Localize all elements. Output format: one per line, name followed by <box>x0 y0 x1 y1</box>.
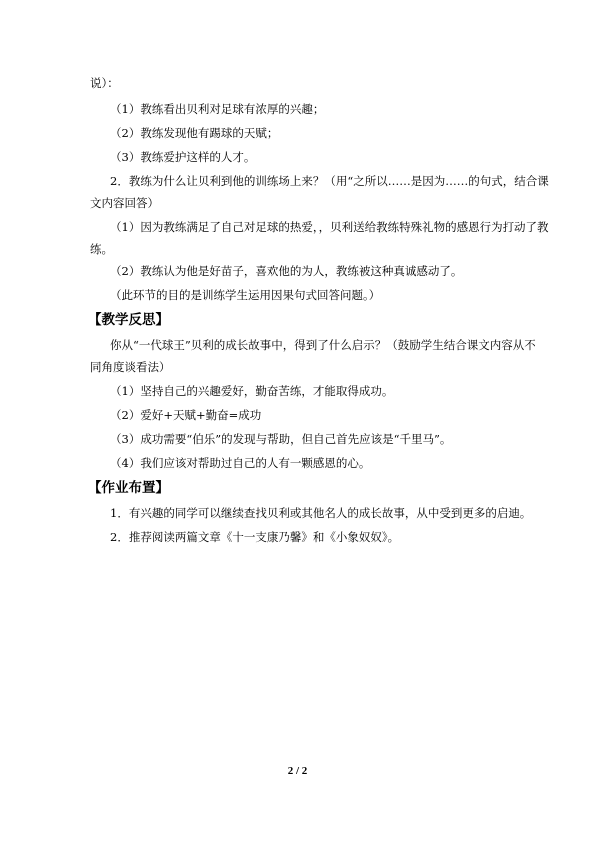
list-item: （2）爱好+天赋+勤奋=成功 <box>110 408 262 422</box>
list-item: （1）教练看出贝利对足球有浓厚的兴趣； <box>110 102 325 116</box>
question-line: 文内容回答） <box>90 196 159 210</box>
answer-line: 练。 <box>90 242 113 256</box>
answer-line: （1）因为教练满足了自己对足球的热爱，，贝利送给教练特殊礼物的感恩行为打动了教 <box>110 220 549 234</box>
section-heading-reflection: 【教学反思】 <box>88 312 169 328</box>
list-item: （3）教练爱护这样的人才。 <box>110 150 256 164</box>
list-item: 1．有兴趣的同学可以继续查找贝利或其他名人的成长故事，从中受到更多的启迪。 <box>110 506 532 520</box>
list-item: （1）坚持自己的兴趣爱好，勤奋苦练，才能取得成功。 <box>110 384 394 398</box>
answer-line: （2）教练认为他是好苗子，喜欢他的为人，教练被这种真诚感动了。 <box>110 264 463 278</box>
question-line: 你从“一代球王”贝利的成长故事中，得到了什么启示？（鼓励学生结合课文内容从不 <box>110 338 536 352</box>
page-number: 2 / 2 <box>287 765 308 777</box>
question-line: 2．教练为什么让贝利到他的训练场上来？（用“之所以……是因为……的句式，结合课 <box>110 174 549 188</box>
list-item: 2．推荐阅读两篇文章《十一支康乃馨》和《小象奴奴》。 <box>110 530 400 544</box>
note-line: （此环节的目的是训练学生运用因果句式回答问题。） <box>110 288 381 302</box>
question-line: 同角度谈看法） <box>90 360 171 374</box>
list-item: （4）我们应该对帮助过自己的人有一颗感恩的心。 <box>110 456 371 470</box>
section-heading-homework: 【作业布置】 <box>88 480 169 496</box>
list-item: （3）成功需要“伯乐”的发现与帮助，但自己首先应该是“千里马”。 <box>110 432 452 446</box>
paragraph-continuation: 说）： <box>90 76 119 90</box>
list-item: （2）教练发现他有踢球的天赋； <box>110 126 279 140</box>
